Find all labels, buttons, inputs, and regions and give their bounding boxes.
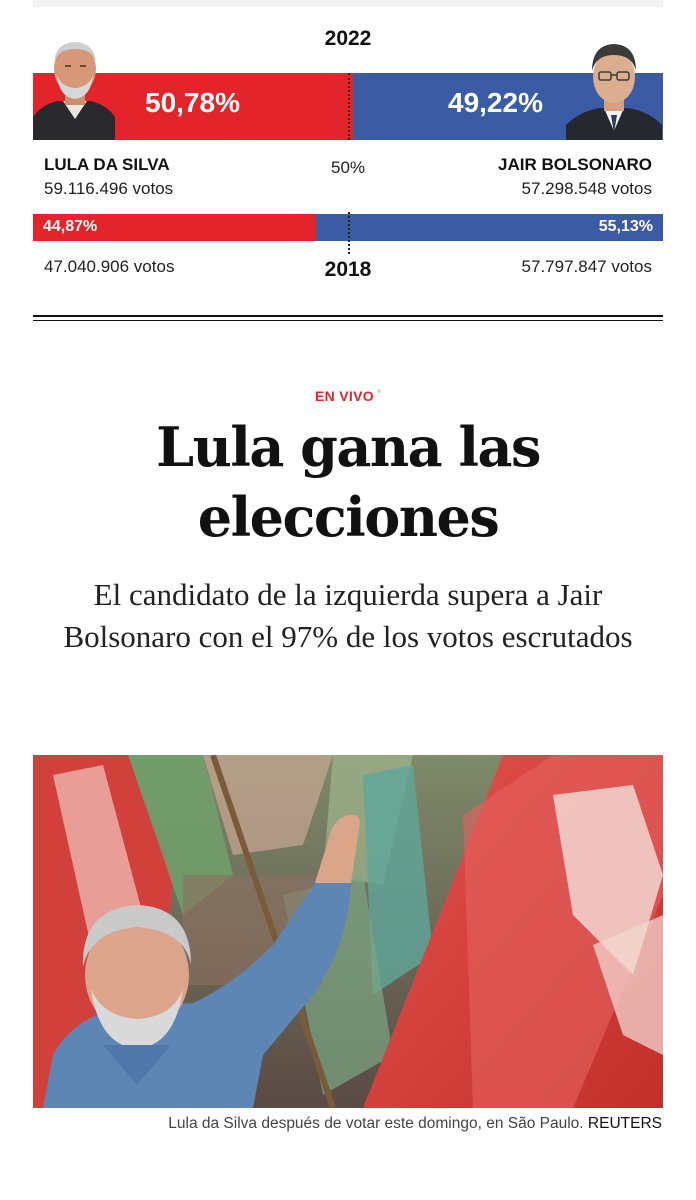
live-tag-label: EN VIVO	[315, 388, 374, 404]
lula-votes-2022: 59.116.496 votos	[44, 179, 174, 198]
year-2018-label: 2018	[324, 258, 372, 281]
photo-caption	[168, 1115, 662, 1133]
lula-portrait	[33, 35, 115, 140]
section-divider-thin	[33, 320, 663, 321]
fifty-percent-line-2018	[348, 212, 350, 254]
fifty-percent-label: 50%	[330, 158, 366, 177]
photo-caption-text: Lula da Silva después de votar este domingo, en São Paulo.	[168, 1115, 584, 1132]
bolsonaro-pct-2022: 49,22%	[448, 87, 543, 118]
lula-pct-2018: 44,87%	[43, 218, 98, 235]
year-2022-label: 2022	[324, 27, 372, 50]
live-dot-icon	[377, 389, 381, 393]
lula-pct-2022: 50,78%	[145, 87, 240, 118]
bolsonaro-portrait	[566, 35, 662, 140]
live-tag[interactable]	[0, 388, 696, 404]
bolsonaro-name: JAIR BOLSONARO	[498, 155, 652, 174]
lula-votes-2018: 47.040.906 votos	[44, 257, 175, 276]
top-strip	[33, 0, 663, 7]
article-subheadline: El candidato de la izquierda supera a Jair Bolsonaro con el 97% de los votos escrutados	[63, 577, 633, 654]
bolsonaro-votes-2022: 57.298.548 votos	[521, 179, 652, 198]
bolsonaro-pct-2018: 55,13%	[598, 218, 653, 235]
fifty-percent-line-2022	[348, 73, 350, 140]
bolsonaro-votes-2018: 57.797.847 votos	[521, 257, 652, 276]
article-photo[interactable]	[33, 755, 663, 1108]
article-headline[interactable]: Lula gana las elecciones	[156, 415, 540, 549]
photo-credit: REUTERS	[587, 1115, 662, 1132]
section-divider	[33, 315, 663, 317]
lula-name: LULA DA SILVA	[44, 155, 170, 174]
